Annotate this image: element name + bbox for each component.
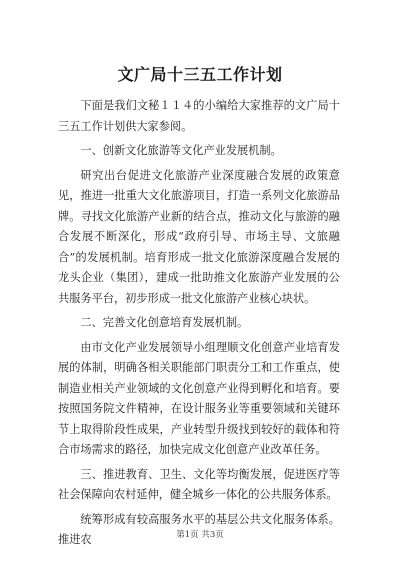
section-heading-2: 二、完善文化创意培育发展机制。 [80,316,249,329]
section-paragraph-3: 统筹形成有较高服务水平的基层公共文化服务体系。推进农 [58,512,340,546]
section-heading-3: 三、推进教育、卫生、文化等均衡发展，促进医疗等社会保障向农村延伸，健全城乡一体化的公共服务体系。 [58,467,340,501]
section-heading-1: 一、创新文化旅游等文化产业发展机制。 [80,144,282,157]
document-title: 文广局十三五工作计划 [117,65,283,84]
section-paragraph-1: 研究出台促进文化旅游产业深度融合发展的政策意见，推进一批重大文化旅游项目，打造一系列文化旅游品牌。寻找文化旅游产业新的结合点，推动文化与旅游的融合发展不断深化，形成“政府引导、市场主导、文旅融合”的发展机制。培育形成一批文化旅游深度融合发展的龙头企业（集团），建成一批助推文化旅游产业发展的公共服务平台，初步形成一批文化旅游产业核心块状。 [58,168,340,305]
document-body [58,96,340,555]
section-paragraph-2: 由市文化产业发展领导小组理顺文化创意产业培育发展的体制，明确各相关职能部门职责分工和工作重点，使制造业相关产业领域的文化创意产业得到孵化和培育。要按照国务院文件精神，在设计服务业等重要领域和关键环节上取得阶段性成果，产业转型升级找到较好的载体和符合市场需求的路径，加快完成文化创意产业改革任务。 [58,340,340,456]
intro-paragraph: 下面是我们文秘１１４的小编给大家推荐的文广局十三五工作计划供大家参阅。 [58,99,340,133]
page-number-footer: 第1页 共3页 [176,530,224,540]
